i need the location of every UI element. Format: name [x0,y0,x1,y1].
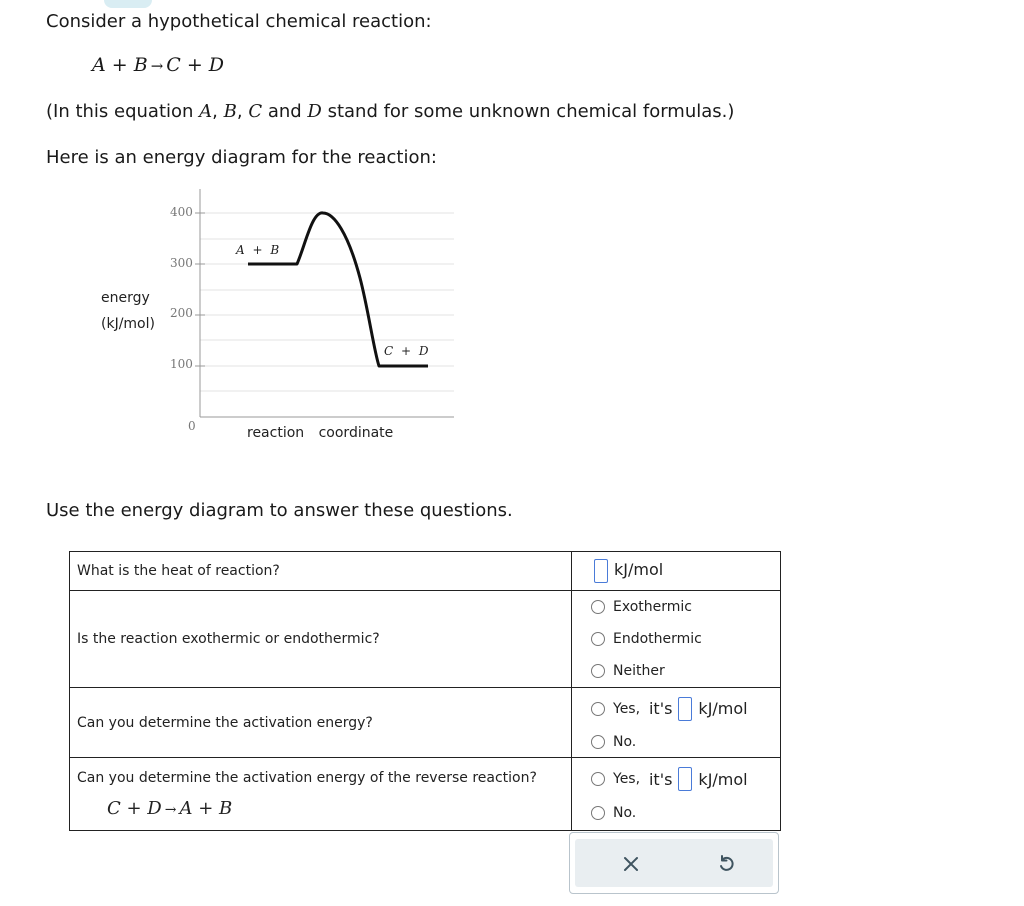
radio-reverse-yes[interactable] [591,772,605,786]
heat-unit: kJ/mol [614,560,664,579]
equation-rhs: C + D [166,54,225,76]
radio-reverse-no[interactable] [591,806,605,820]
option-endothermic[interactable] [591,623,780,655]
intro-line: Consider a hypothetical chemical reaction: [46,11,432,32]
note-var-a: A [199,101,213,122]
answer-reverse [572,758,781,831]
top-tab-stub [104,0,152,8]
its-label: it's [648,699,673,718]
option-label: No. [613,733,637,750]
heat-input[interactable] [594,559,608,583]
clear-button[interactable] [611,849,651,879]
formula-note [46,101,734,122]
y-tick-label: 0 [188,419,196,433]
option-label: No. [613,805,637,821]
action-bar [569,832,779,894]
note-suffix: stand for some unknown chemical formulas.) [321,101,735,122]
question-heat-text: What is the heat of reaction? [70,552,572,591]
question-reverse-text: Can you determine the activation energy of the reverse reaction? [77,769,537,786]
reaction-equation [92,54,224,76]
question-activation-text: Can you determine the activation energy? [70,688,572,758]
questions-table [69,551,781,831]
answer-exo [572,591,781,688]
radio-endothermic[interactable] [591,632,605,646]
y-tick-label: 100 [170,357,193,371]
activation-input[interactable] [678,697,692,721]
reverse-equation [77,798,564,819]
option-activation-yes[interactable] [591,690,780,728]
y-axis-label-line1: energy [101,290,150,306]
equation-lhs: A + B [92,54,148,76]
option-label: Neither [613,663,665,679]
radio-activation-yes[interactable] [591,702,605,716]
y-tick-label: 200 [170,306,193,320]
question-reverse-cell [70,758,572,831]
note-and: and [262,101,308,122]
option-exothermic[interactable] [591,591,780,623]
action-bar-inner [575,839,773,887]
gridlines [200,213,454,391]
diagram-intro: Here is an energy diagram for the reaction: [46,147,437,168]
reactants-label: A + B [236,243,280,257]
option-reverse-yes[interactable] [591,760,780,798]
option-activation-no[interactable] [591,728,780,756]
axes [195,189,454,417]
reverse-lhs: C + D [107,797,162,819]
reverse-unit: kJ/mol [698,769,748,789]
option-label: Yes, [613,700,641,717]
questions-intro: Use the energy diagram to answer these questions. [46,500,513,521]
reverse-rhs: A + B [179,797,233,819]
undo-button[interactable] [706,849,746,879]
y-tick-label: 400 [170,205,193,219]
question-row-heat [70,552,781,591]
reverse-activation-input[interactable] [678,767,692,791]
answer-activation [572,688,781,758]
products-label: C + D [384,344,429,358]
question-row-reverse [70,758,781,831]
y-tick-label: 300 [170,256,193,270]
undo-icon [717,855,735,873]
option-label: Endothermic [613,631,702,647]
equation-arrow: → [150,57,164,75]
note-var-d: D [307,101,322,122]
option-label: Yes, [613,771,641,787]
question-exo-text: Is the reaction exothermic or endothermic? [70,591,572,688]
radio-exothermic[interactable] [591,600,605,614]
note-sep: , [236,101,249,122]
option-label: Exothermic [613,599,692,615]
radio-neither[interactable] [591,664,605,678]
x-axis-label: reaction coordinate [247,425,394,441]
answer-heat [572,552,781,591]
option-reverse-no[interactable] [591,798,780,828]
activation-unit: kJ/mol [698,699,748,718]
radio-activation-no[interactable] [591,735,605,749]
y-axis-label-line2: (kJ/mol) [101,316,155,332]
note-prefix: (In this equation [46,101,200,122]
note-var-c: C [248,101,263,122]
question-row-exo [70,591,781,688]
question-row-activation [70,688,781,758]
note-sep: , [212,101,224,122]
note-var-b: B [223,101,237,122]
option-neither[interactable] [591,655,780,687]
reverse-arrow: → [164,801,177,818]
its-label: it's [648,769,673,789]
x-icon [623,856,639,872]
